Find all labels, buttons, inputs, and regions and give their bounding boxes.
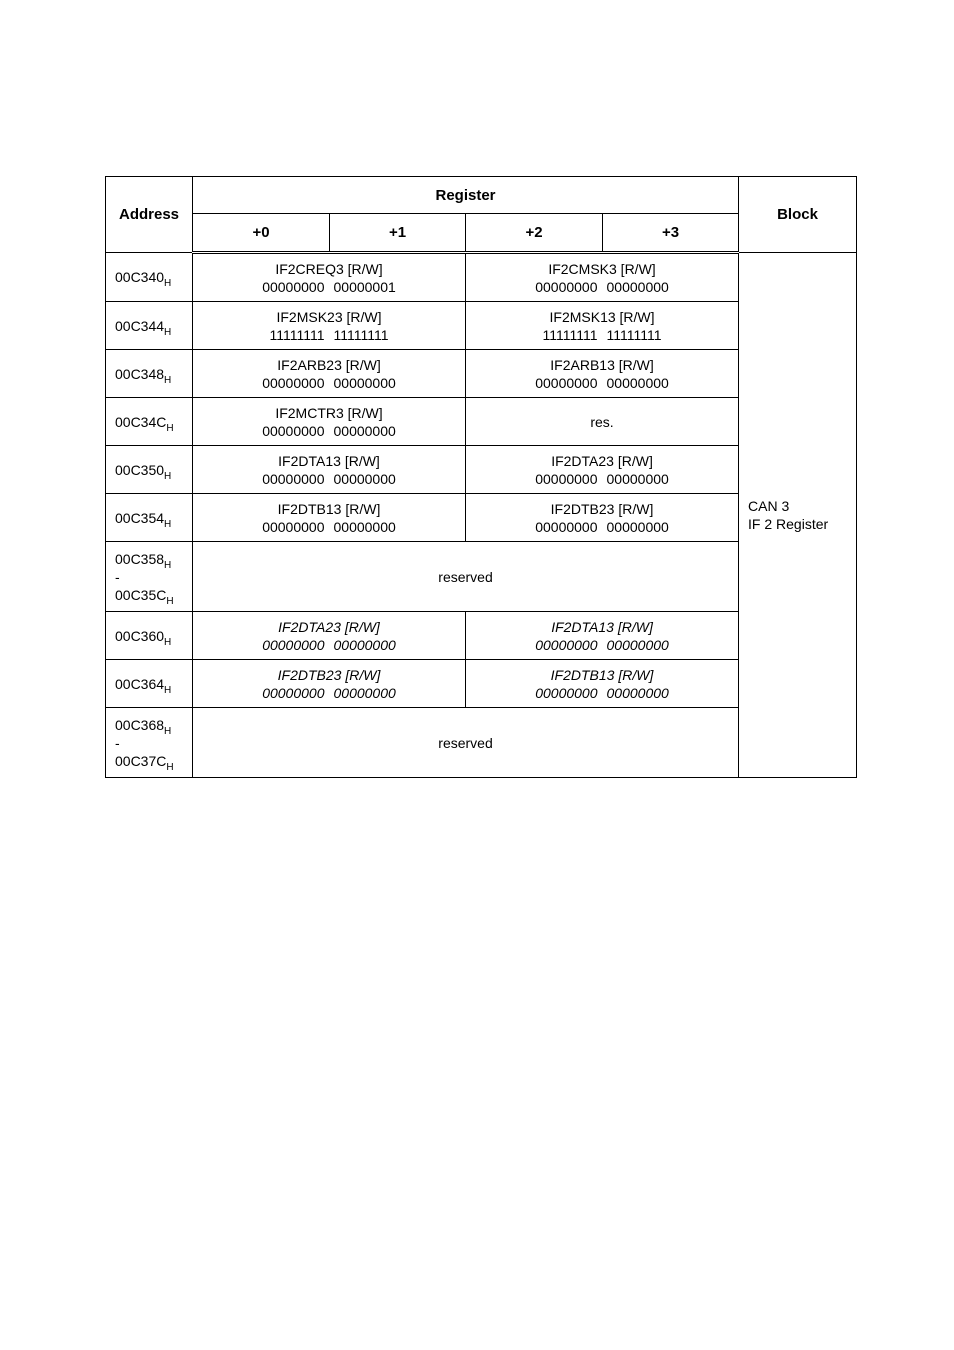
reserved-cell: reserved — [193, 708, 739, 778]
register-name: IF2CMSK3 [R/W] — [548, 260, 656, 277]
reset-value: 11111111 11111111 — [269, 326, 389, 343]
register-cell — [466, 446, 739, 494]
register-cell — [466, 302, 739, 350]
reset-value: 00000000 00000000 — [535, 636, 669, 653]
register-name: IF2DTA13 [R/W] — [278, 452, 380, 469]
register-cell — [466, 660, 739, 708]
address-cell: $00C350_H$ — [106, 446, 193, 494]
register-name: IF2DTB13 [R/W] — [277, 500, 381, 517]
register-name: IF2MCTR3 [R/W] — [275, 404, 383, 421]
register-name: IF2DTA23 [R/W] — [278, 618, 380, 635]
address-cell: $00C344_H$ — [106, 302, 193, 350]
reset-value: 00000000 00000000 — [535, 470, 669, 487]
reserved-cell: reserved — [193, 542, 739, 612]
address-cell: $00C340_H$ — [106, 253, 193, 302]
offset-3-header: +3 — [603, 214, 739, 253]
reset-value: 00000000 00000000 — [262, 636, 396, 653]
register-header: Register — [193, 177, 739, 214]
register-name: res. — [590, 413, 614, 430]
reset-value: 00000000 00000000 — [535, 518, 669, 535]
address-cell: $00C360_H$ — [106, 612, 193, 660]
register-name: IF2DTA23 [R/W] — [551, 452, 653, 469]
reset-value: 00000000 00000000 — [262, 374, 396, 391]
register-cell — [193, 494, 466, 542]
register-cell — [466, 253, 739, 302]
register-cell — [466, 612, 739, 660]
register-name: IF2DTB13 [R/W] — [550, 666, 654, 683]
register-cell — [193, 660, 466, 708]
register-cell — [466, 350, 739, 398]
register-cell — [193, 398, 466, 446]
offset-0-header: +0 — [193, 214, 330, 253]
reset-value: 00000000 00000000 — [262, 684, 396, 701]
register-name: IF2ARB13 [R/W] — [550, 356, 654, 373]
register-name: IF2ARB23 [R/W] — [277, 356, 381, 373]
reset-value: 00000000 00000000 — [262, 518, 396, 535]
reset-value: 00000000 00000000 — [262, 422, 396, 439]
register-name: IF2DTA13 [R/W] — [551, 618, 653, 635]
reset-value: 00000000 00000000 — [262, 470, 396, 487]
register-cell — [193, 446, 466, 494]
reserved-register-cell — [466, 398, 739, 446]
block-header: Block — [739, 177, 857, 253]
reset-value: 00000000 00000000 — [535, 278, 669, 295]
register-cell — [193, 302, 466, 350]
block-cell: CAN 3 IF 2 Register — [739, 253, 857, 778]
register-map-table — [105, 176, 857, 778]
reset-value: 00000000 00000000 — [535, 374, 669, 391]
register-name: IF2DTB23 [R/W] — [550, 500, 654, 517]
address-cell: $00C34C_H$ — [106, 398, 193, 446]
address-cell: $00C364_H$ — [106, 660, 193, 708]
address-header: Address — [106, 177, 193, 253]
register-cell — [466, 494, 739, 542]
offset-1-header: +1 — [330, 214, 466, 253]
register-cell — [193, 612, 466, 660]
address-range-cell: $00C358_H$ - $00C35C_H$ — [106, 542, 193, 612]
reset-value: 00000000 00000000 — [535, 684, 669, 701]
address-cell: $00C348_H$ — [106, 350, 193, 398]
address-cell: $00C354_H$ — [106, 494, 193, 542]
reset-value: 11111111 11111111 — [542, 326, 662, 343]
table-row — [106, 253, 857, 302]
offset-2-header: +2 — [466, 214, 603, 253]
register-name: IF2MSK23 [R/W] — [276, 308, 382, 325]
register-name: IF2MSK13 [R/W] — [549, 308, 655, 325]
register-name: IF2CREQ3 [R/W] — [275, 260, 383, 277]
register-cell — [193, 350, 466, 398]
reset-value: 00000000 00000001 — [262, 278, 396, 295]
register-name: IF2DTB23 [R/W] — [277, 666, 381, 683]
register-cell — [193, 253, 466, 302]
address-range-cell: $00C368_H$ - $00C37C_H$ — [106, 708, 193, 778]
